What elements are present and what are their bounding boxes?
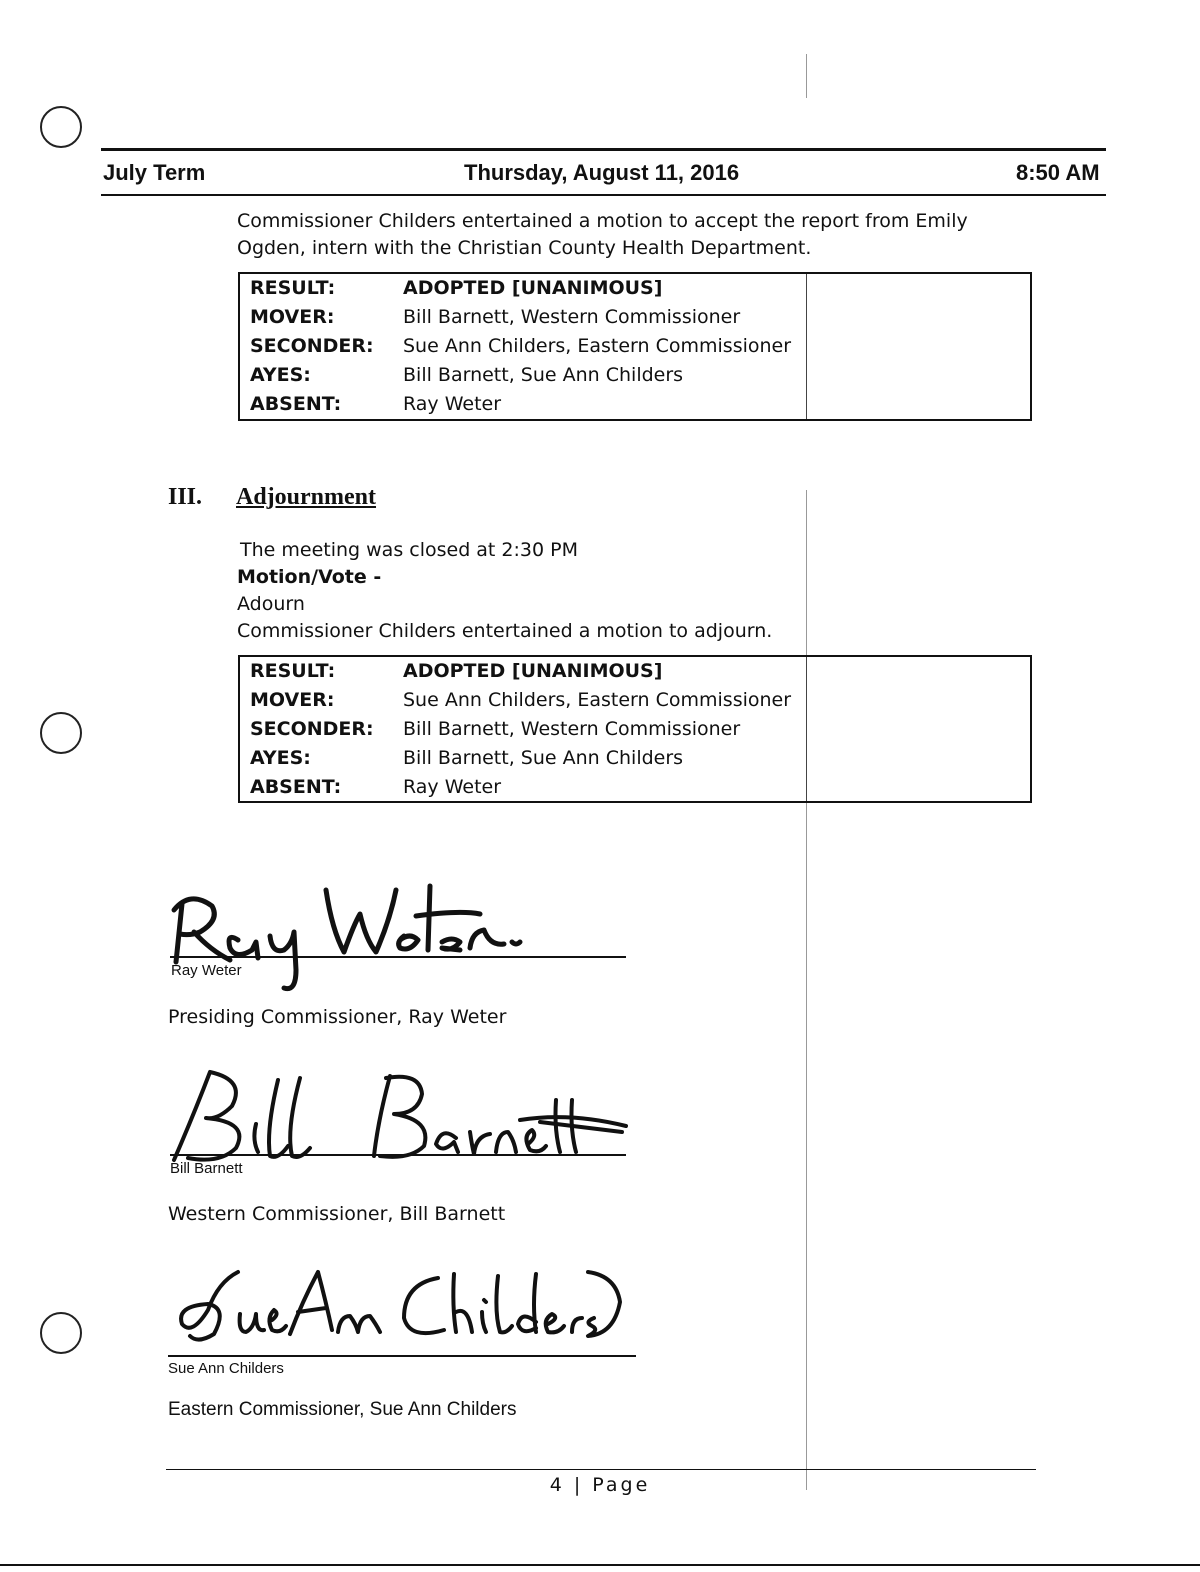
footer-rule: [166, 1469, 1036, 1470]
signature-name: Ray Weter: [171, 962, 242, 979]
row-value: Bill Barnett, Sue Ann Childers: [403, 747, 684, 769]
page-footer: [0, 1474, 1200, 1496]
header-term: July Term: [103, 160, 206, 185]
row-value: Bill Barnett, Western Commissioner: [403, 718, 741, 740]
punch-hole-top: [40, 106, 82, 148]
motion1-text: Commissioner Childers entertained a motion to accept the report from Emily Ogden, intern with the Christian County Health Department.: [237, 210, 968, 259]
row-value: ADOPTED [UNANIMOUS]: [403, 660, 663, 682]
closed-text: The meeting was closed at 2:30 PM: [240, 539, 578, 561]
signature-sue-ann-childers: [168, 1262, 628, 1352]
scan-bottom-edge: [0, 1564, 1200, 1566]
signature-name: Bill Barnett: [170, 1160, 243, 1177]
signature-title: Presiding Commissioner, Ray Weter: [168, 1006, 507, 1028]
row-label: RESULT:: [250, 660, 336, 682]
signature-title: Eastern Commissioner, Sue Ann Childers: [168, 1399, 517, 1420]
row-label: ABSENT:: [250, 393, 342, 415]
scan-artifact-line: [806, 490, 807, 1490]
section-number: III.: [168, 484, 203, 510]
punch-hole-middle: [40, 712, 82, 754]
page-number: 4: [549, 1474, 565, 1496]
vote-table-divider: [806, 657, 807, 801]
motion-name: Adourn: [237, 593, 305, 615]
row-value: Ray Weter: [403, 393, 502, 415]
row-label: SECONDER:: [250, 335, 374, 357]
signature-ray-weter: [160, 870, 560, 1000]
row-value: Sue Ann Childers, Eastern Commissioner: [403, 689, 792, 711]
row-label: AYES:: [250, 364, 311, 386]
vote-table-divider: [806, 274, 807, 419]
header-time: 8:50 AM: [1016, 160, 1100, 185]
row-label: MOVER:: [250, 306, 335, 328]
motion-label: Motion/Vote -: [237, 566, 382, 588]
header-top-rule: [101, 148, 1106, 151]
row-value: ADOPTED [UNANIMOUS]: [403, 277, 663, 299]
row-label: AYES:: [250, 747, 311, 769]
section-title: Adjournment: [236, 484, 377, 510]
signature-line: [168, 1355, 636, 1357]
row-label: MOVER:: [250, 689, 335, 711]
motion2-text: Commissioner Childers entertained a motion to adjourn.: [237, 620, 773, 642]
row-value: Ray Weter: [403, 776, 502, 798]
signature-title: Western Commissioner, Bill Barnett: [168, 1203, 506, 1225]
signature-line: [170, 1154, 626, 1156]
signature-line: [170, 956, 626, 958]
row-value: Sue Ann Childers, Eastern Commissioner: [403, 335, 792, 357]
row-value: Bill Barnett, Sue Ann Childers: [403, 364, 684, 386]
row-label: RESULT:: [250, 277, 336, 299]
page-label: | Page: [573, 1474, 651, 1496]
row-label: SECONDER:: [250, 718, 374, 740]
signature-name: Sue Ann Childers: [168, 1360, 284, 1377]
header-bottom-rule: [101, 194, 1106, 196]
row-label: ABSENT:: [250, 776, 342, 798]
header-date: Thursday, August 11, 2016: [464, 160, 740, 185]
vote-table-2: [238, 655, 1032, 803]
punch-hole-bottom: [40, 1312, 82, 1354]
scan-artifact-line: [806, 54, 807, 98]
row-value: Bill Barnett, Western Commissioner: [403, 306, 741, 328]
vote-table-1: [238, 272, 1032, 421]
